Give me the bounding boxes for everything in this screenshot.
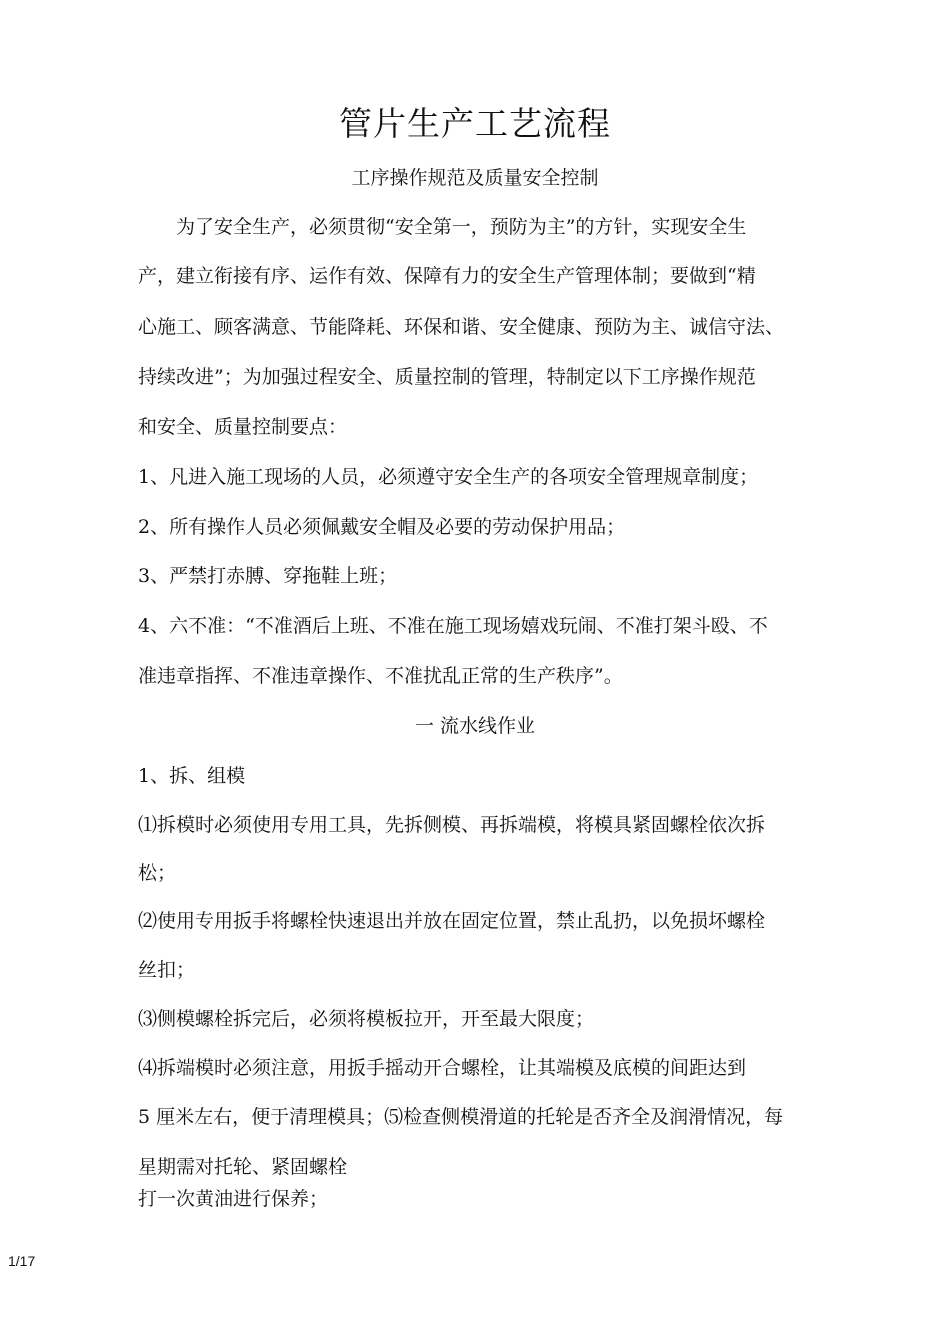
section-heading: 一 流水线作业 xyxy=(414,715,536,737)
step-line: 松； xyxy=(138,862,177,884)
intro-line: 心施工、顾客满意、节能降耗、环保和谐、安全健康、预防为主、诚信守法、 xyxy=(138,316,785,338)
rule-line: 4、六不准：“不准酒后上班、不准在施工现场嬉戏玩闹、不准打架斗殴、不 xyxy=(138,615,768,637)
step-line: ⑵使用专用扳手将螺栓快速退出并放在固定位置，禁止乱扔，以免损坏螺栓 xyxy=(138,910,766,932)
document-subtitle: 工序操作规范及质量安全控制 xyxy=(351,167,599,189)
rule-line: 1、凡进入施工现场的人员，必须遵守安全生产的各项安全管理规章制度； xyxy=(138,466,759,488)
intro-line: 为了安全生产，必须贯彻“安全第一，预防为主”的方针，实现安全生 xyxy=(138,216,747,238)
step-line: ⑷拆端模时必须注意，用扳手摇动开合螺栓，让其端模及底模的间距达到 xyxy=(138,1057,747,1079)
page-number: 1/17 xyxy=(8,1253,36,1269)
step-line: 丝扣； xyxy=(138,959,196,981)
rule-line: 3、严禁打赤膊、穿拖鞋上班； xyxy=(138,565,398,587)
step-line: 打一次黄油进行保养； xyxy=(138,1188,329,1210)
step-line: ⑶侧模螺栓拆完后，必须将模板拉开，开至最大限度； xyxy=(138,1008,595,1030)
rule-line: 2、所有操作人员必须佩戴安全帽及必要的劳动保护用品； xyxy=(138,516,626,538)
step-line: ⑴拆模时必须使用专用工具，先拆侧模、再拆端模，将模具紧固螺栓依次拆 xyxy=(138,814,766,836)
step-line: 星期需对托轮、紧固螺栓 xyxy=(138,1156,348,1178)
intro-line: 和安全、质量控制要点： xyxy=(138,416,348,438)
document-title: 管片生产工艺流程 xyxy=(339,104,611,143)
intro-line: 持续改进”；为加强过程安全、质量控制的管理，特制定以下工序操作规范 xyxy=(138,366,756,388)
intro-line: 产，建立衔接有序、运作有效、保障有力的安全生产管理体制；要做到“精 xyxy=(138,265,756,287)
rule-line: 准违章指挥、不准违章操作、不准扰乱正常的生产秩序”。 xyxy=(138,665,623,687)
subsection-heading: 1、拆、组模 xyxy=(138,765,246,787)
step-line: 5 厘米左右，便于清理模具；⑸检查侧模滑道的托轮是否齐全及润滑情况，每 xyxy=(138,1106,784,1128)
